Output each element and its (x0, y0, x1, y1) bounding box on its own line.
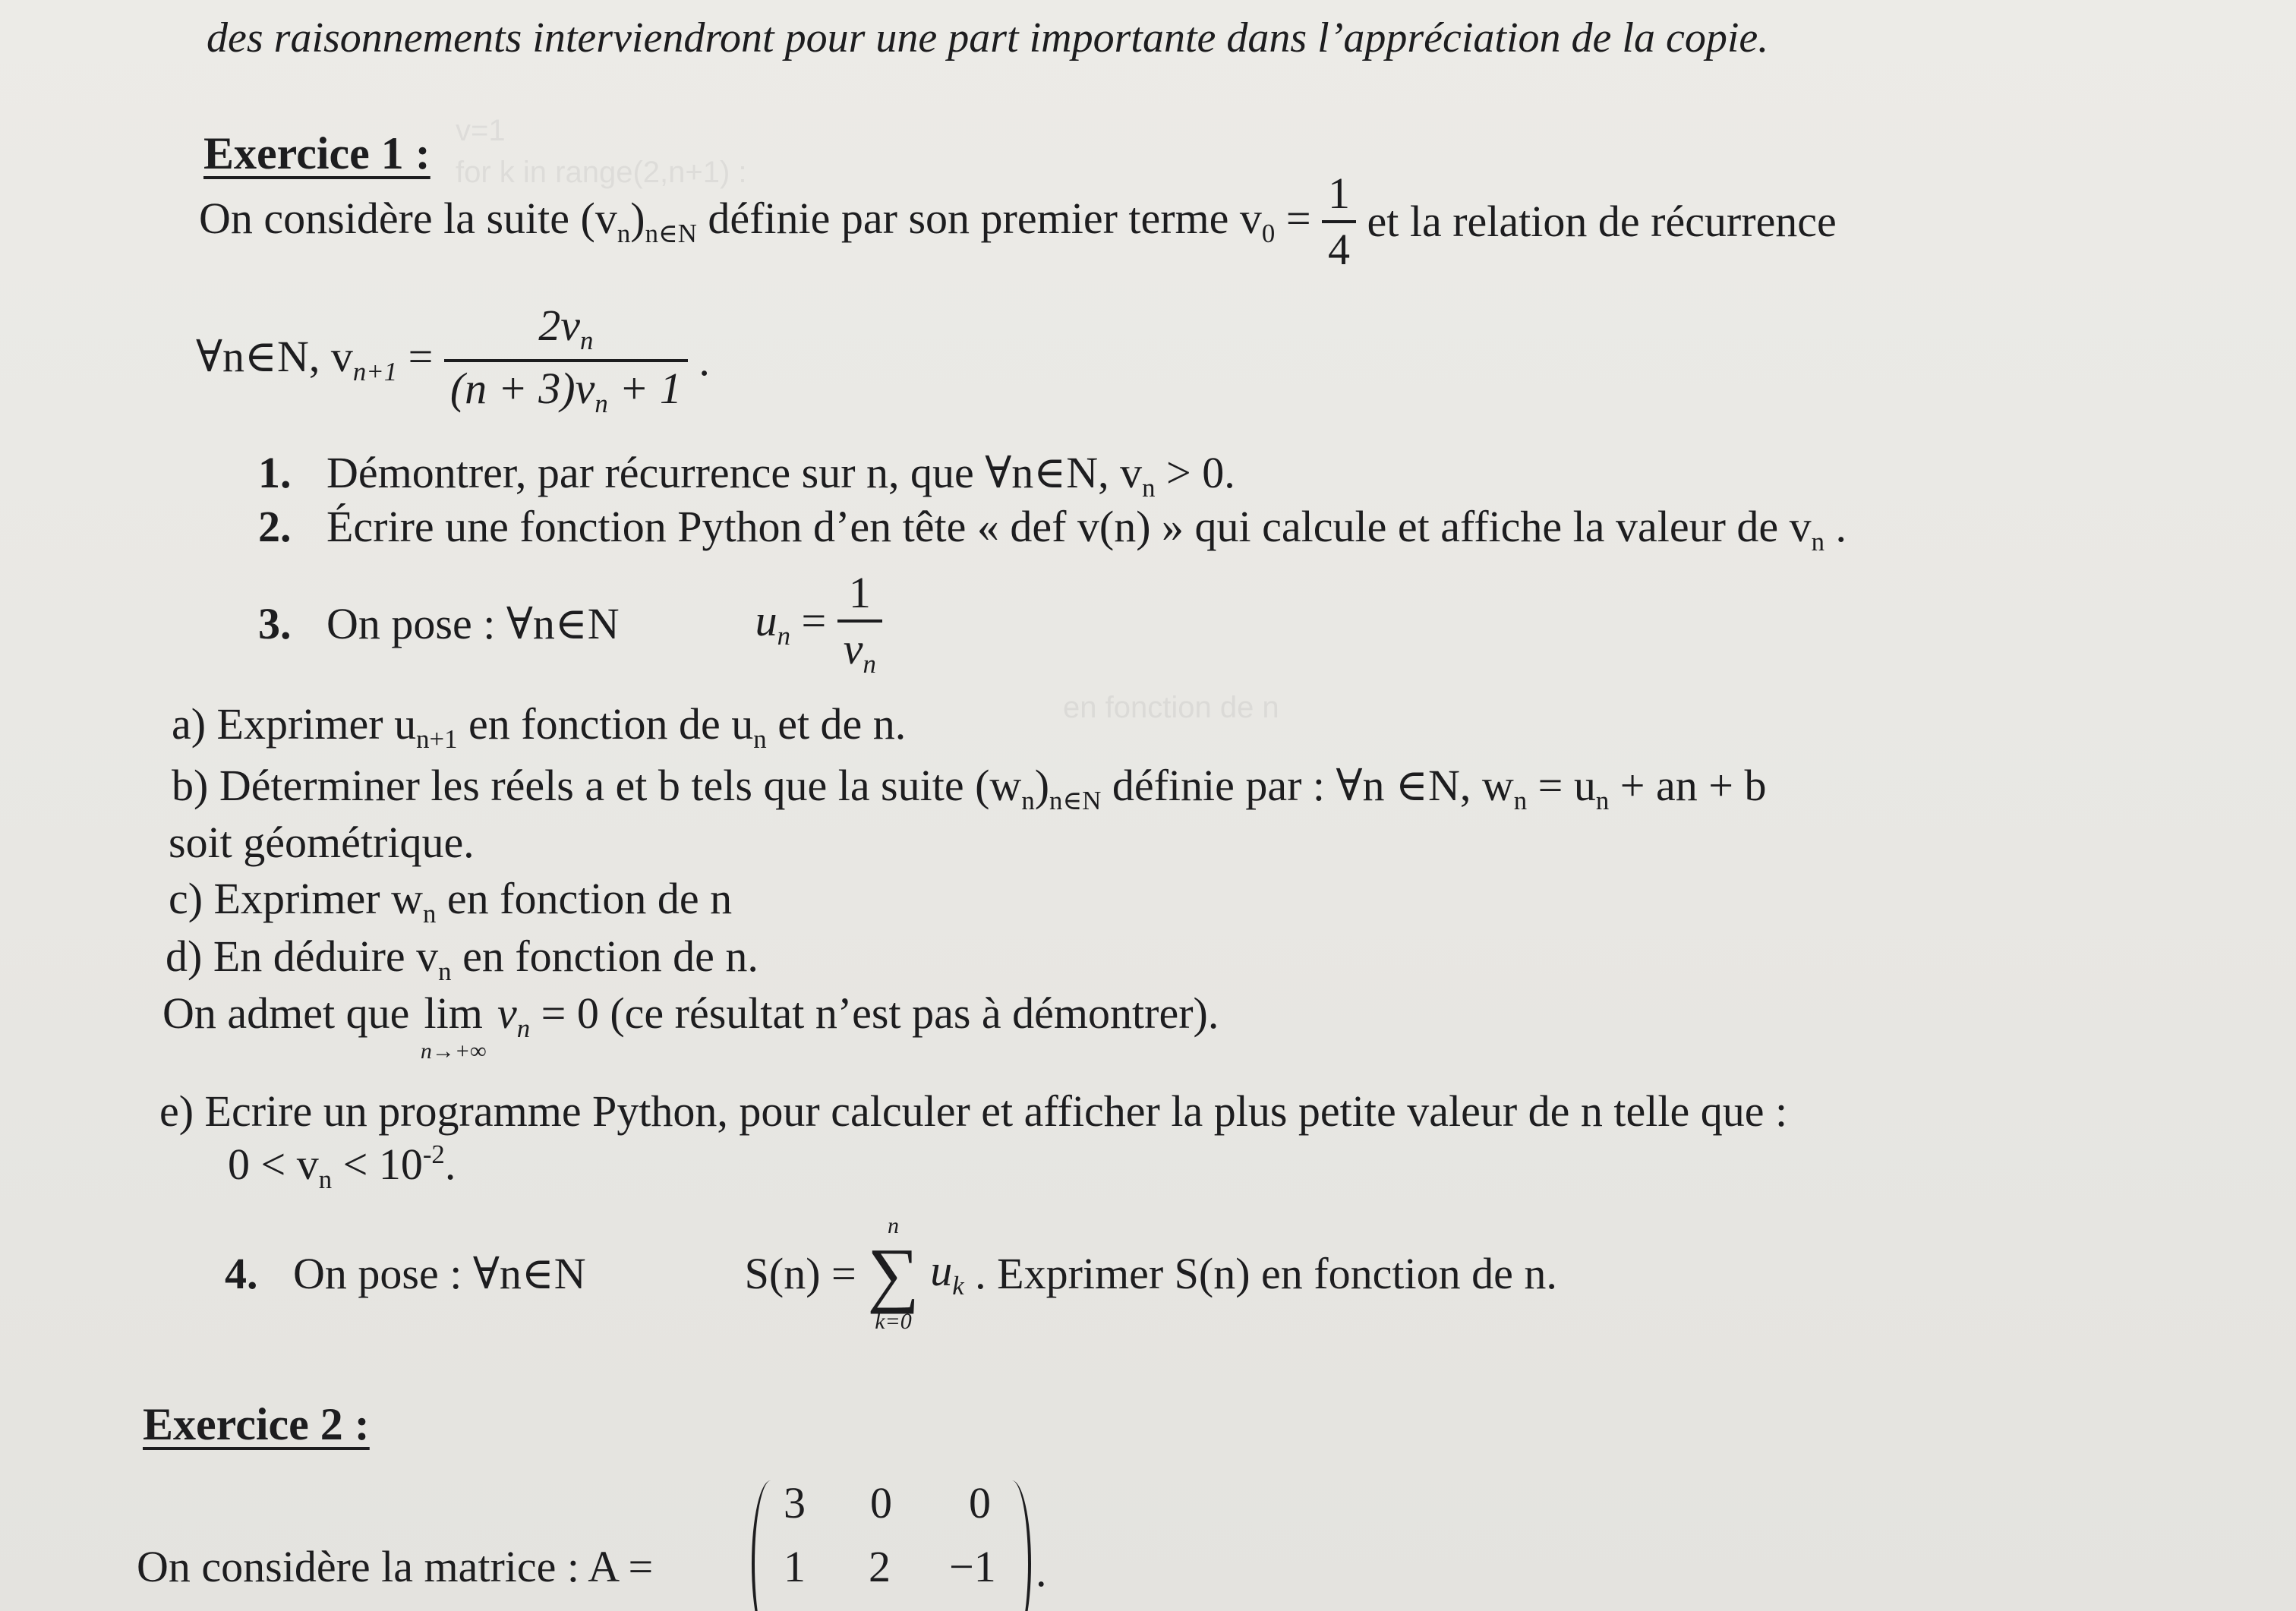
matrix-period: . (1036, 1546, 1047, 1596)
un-fraction: $\frac{1}{v_n}$ (837, 571, 882, 678)
matrix-cell: 2 (869, 1542, 891, 1591)
header-cut-line: des raisonnements interviendront pour une part importante dans l’appréciation de la copie. (207, 14, 1769, 61)
exercise2-intro: On considère la matrice : A = (137, 1542, 654, 1591)
exercise2-title: Exercice 2 : (143, 1399, 370, 1449)
limit-operator: lim n→+∞ (420, 988, 487, 1064)
question-3d: d) En déduire $v_n$ en fonction de n. (166, 932, 758, 987)
question-3e: e) Ecrire un programme Python, pour calculer et afficher la plus petite valeur de n telle que : (159, 1086, 1788, 1136)
bleed-through-text: v=1 (456, 114, 506, 147)
bleed-through-text: for k in range(2,n+1) : (456, 156, 747, 189)
bleed-through-text: en fonction de n (1063, 691, 1279, 724)
limit-statement: On admet que lim n→+∞ $v_n = 0$ (ce résultat n’est pas à démontrer). (162, 988, 1219, 1064)
question-3b: b) Déterminer les réels a et b tels que la suite $(w_n)_{n\in N}$ définie par : ∀n ∈N, $w_n = u_n$ + an + b (172, 761, 1767, 816)
exercise1-title: Exercice 1 : (203, 128, 430, 178)
summation-symbol: n ∑ k=0 (867, 1213, 919, 1334)
recurrence-relation: ∀n∈N, $v_{n+1}$ = $\frac{2v_n}{(n + 3)v_n + 1}$ . (196, 301, 710, 419)
question-3e-inequality: $0 < v_n < 10^{-2}$. (228, 1140, 456, 1195)
question-3: 3. On pose : ∀n∈N $u_n$ = $\frac{1}{v_n}$ (258, 571, 882, 678)
v0-fraction: $\frac{1}{4}$ (1322, 172, 1356, 272)
question-2: 2. Écrire une fonction Python d’en tête « def v(n) » qui calcule et affiche la valeur de $v_n$ . (258, 502, 1847, 557)
question-3c: c) Exprimer $w_n$ en fonction de n (169, 874, 733, 929)
matrix-cell: −1 (949, 1542, 996, 1591)
matrix-cell: 1 (784, 1542, 806, 1591)
recurrence-fraction: $\frac{2v_n}{(n + 3)v_n + 1}$ (444, 304, 688, 418)
question-3a: a) Exprimer $u_{n+1}$ en fonction de $u_n$ et de n. (172, 699, 907, 755)
question-4: 4. On pose : ∀n∈N S(n) = n ∑ k=0 $u_k$ . Exprimer S(n) en fonction de n. (225, 1213, 1557, 1334)
matrix-cell: 0 (969, 1478, 991, 1527)
question-1: 1. Démontrer, par récurrence sur n, que ∀n∈N, $v_n > 0$. (258, 448, 1235, 503)
matrix-cell: 0 (870, 1478, 892, 1527)
question-3b-line2: soit géométrique. (169, 818, 475, 867)
matrix-cell: 3 (784, 1478, 806, 1527)
exercise1-intro: On considère la suite $(v_n)_{n\in N}$ définie par son premier terme $v_0$ = $\frac{1}{4}$ et la relation de récurrence (199, 169, 1837, 274)
